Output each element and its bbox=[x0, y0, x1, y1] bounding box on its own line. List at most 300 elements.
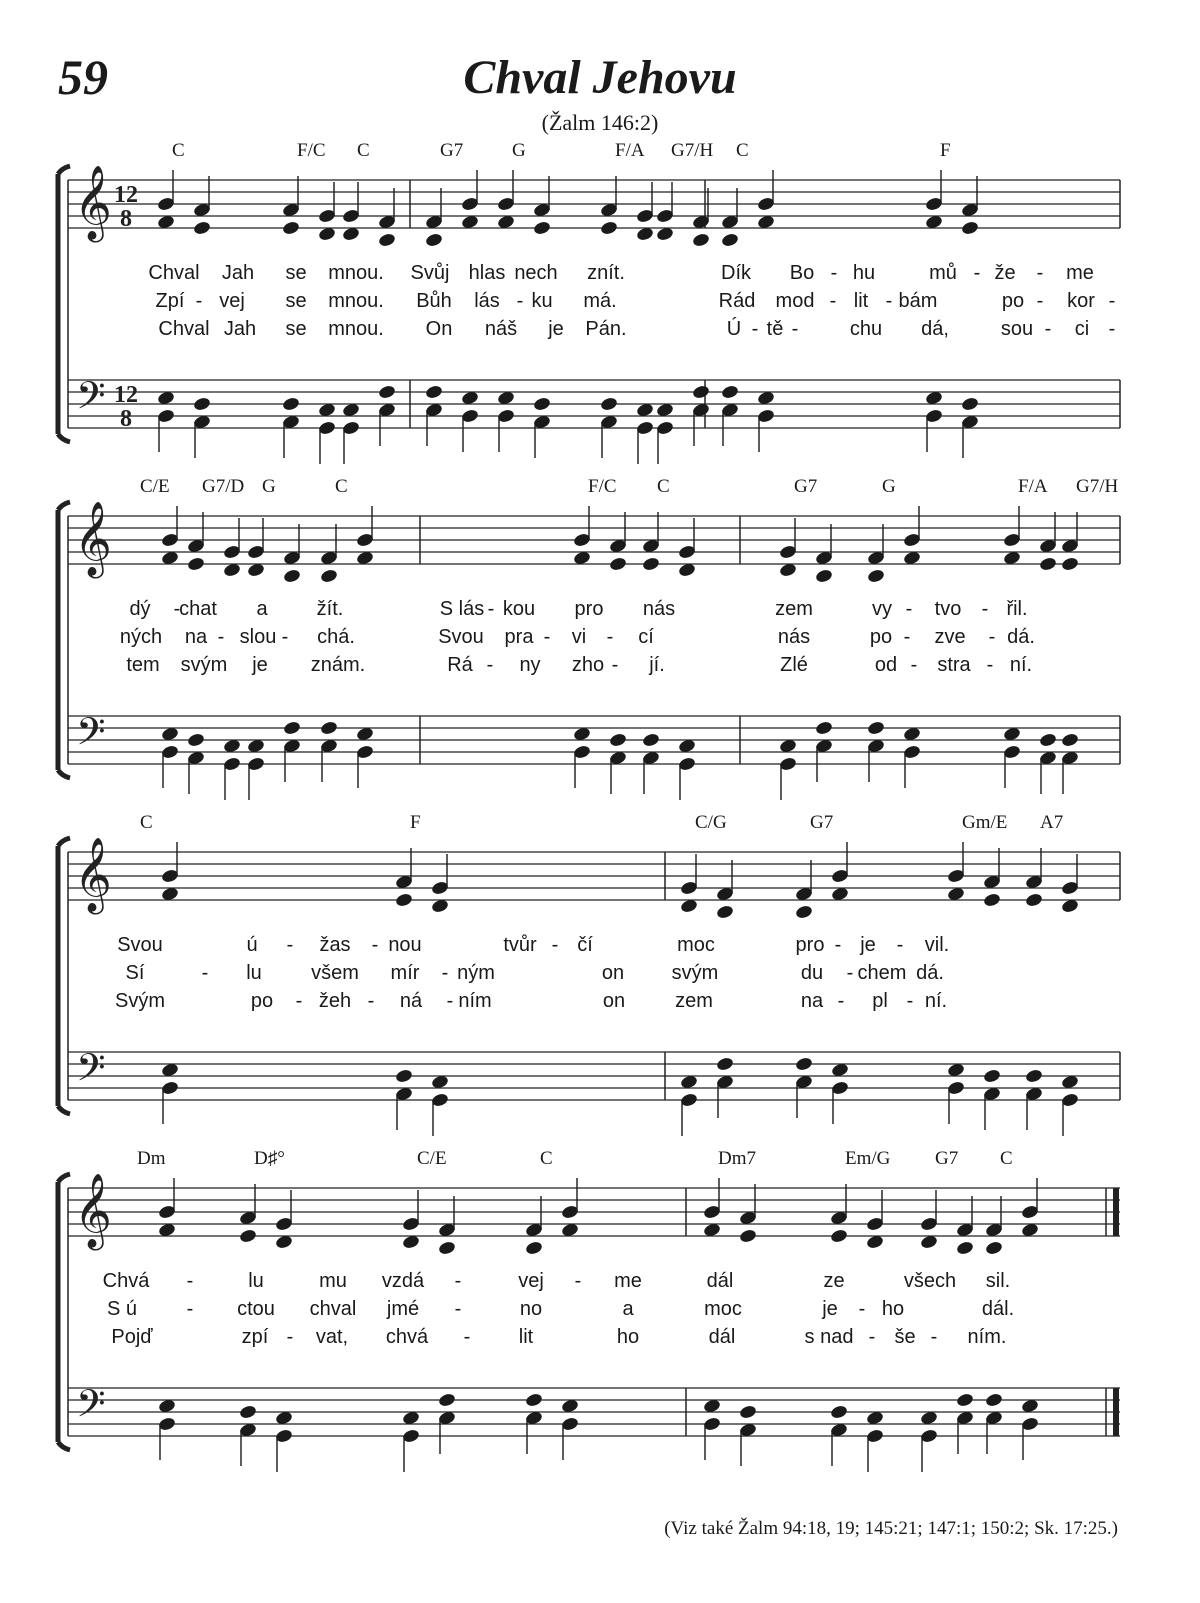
syllable-hyphen: - bbox=[551, 934, 559, 956]
lyric-syllable: mu bbox=[319, 1270, 347, 1292]
note-head bbox=[1061, 732, 1080, 748]
lyric-syllable: hlas bbox=[468, 262, 506, 284]
lyric-syllable: Ú bbox=[726, 318, 742, 340]
lyric-syllable: má. bbox=[583, 290, 617, 312]
lyric-syllable: náš bbox=[484, 318, 518, 340]
lyric-syllable: lit bbox=[518, 1326, 534, 1348]
lyric-syllable: tem bbox=[126, 654, 160, 676]
note-head bbox=[956, 1392, 975, 1408]
lyric-syllable: Pán. bbox=[585, 318, 627, 340]
note-head bbox=[692, 384, 711, 400]
lyric-syllable: znám. bbox=[310, 654, 366, 676]
note-head bbox=[533, 396, 552, 412]
lyric-syllable: dá. bbox=[916, 962, 944, 984]
syllable-hyphen: - bbox=[574, 1270, 582, 1292]
note-head bbox=[961, 396, 980, 412]
chord-symbol: Em/G bbox=[845, 1148, 891, 1169]
syllable-hyphen: - bbox=[830, 262, 838, 284]
note-head bbox=[815, 568, 834, 584]
lyric-syllable: Zpí bbox=[155, 290, 185, 312]
syllable-hyphen: - bbox=[487, 598, 495, 620]
note-head bbox=[1025, 1068, 1044, 1084]
chord-symbol: G7 bbox=[794, 476, 818, 497]
chord-symbol: F/C bbox=[588, 476, 617, 497]
lyric-syllable: du bbox=[800, 962, 824, 984]
lyric-syllable: vil. bbox=[924, 934, 950, 956]
lyric-syllable: me bbox=[1066, 262, 1094, 284]
lyric-syllable: svým bbox=[671, 962, 719, 984]
syllable-hyphen: - bbox=[173, 598, 181, 620]
lyric-syllable: Jah bbox=[221, 262, 255, 284]
lyric-syllable: lás bbox=[474, 290, 500, 312]
syllable-hyphen: - bbox=[930, 1326, 938, 1348]
chord-symbol: Gm/E bbox=[962, 812, 1008, 833]
lyric-syllable: Chval bbox=[148, 262, 200, 284]
lyric-syllable: Chvá bbox=[102, 1270, 150, 1292]
note-head bbox=[815, 720, 834, 736]
lyric-syllable: ho bbox=[616, 1326, 640, 1348]
lyric-syllable: je bbox=[548, 318, 564, 340]
lyric-syllable: kou bbox=[502, 598, 536, 620]
treble-clef-icon: 𝄞 bbox=[74, 166, 112, 240]
note-head bbox=[438, 1240, 457, 1256]
chord-symbol: F/C bbox=[297, 140, 326, 161]
lyric-syllable: Jah bbox=[223, 318, 257, 340]
lyric-syllable: je bbox=[252, 654, 268, 676]
note-head bbox=[438, 1392, 457, 1408]
time-signature-top: 12 bbox=[114, 382, 138, 408]
note-head bbox=[600, 396, 619, 412]
lyric-syllable: vzdá bbox=[381, 1270, 425, 1292]
lyric-syllable: Rád bbox=[718, 290, 756, 312]
syllable-hyphen: - bbox=[981, 598, 989, 620]
lyric-syllable: še bbox=[894, 1326, 916, 1348]
treble-clef-icon: 𝄞 bbox=[74, 1174, 112, 1248]
chord-symbol: C bbox=[335, 476, 348, 497]
lyric-syllable: vat, bbox=[315, 1326, 349, 1348]
lyric-syllable: dál bbox=[706, 1270, 734, 1292]
lyric-syllable: On bbox=[425, 318, 453, 340]
lyric-syllable: moc bbox=[677, 934, 715, 956]
chord-symbol: Dm bbox=[137, 1148, 166, 1169]
lyric-syllable: ní. bbox=[1009, 654, 1033, 676]
lyric-syllable: dá. bbox=[1007, 626, 1035, 648]
lyric-syllable: dál bbox=[708, 1326, 736, 1348]
note-head bbox=[716, 1056, 735, 1072]
chord-symbol: F bbox=[410, 812, 421, 833]
note-head bbox=[739, 1404, 758, 1420]
chord-symbol: C/E bbox=[140, 476, 170, 497]
time-signature-bottom: 8 bbox=[120, 406, 132, 432]
syllable-hyphen: - bbox=[611, 654, 619, 676]
lyric-syllable: Svůj bbox=[410, 262, 450, 284]
chord-symbol: F/A bbox=[1018, 476, 1048, 497]
note-head bbox=[830, 1404, 849, 1420]
chord-row bbox=[0, 812, 1200, 838]
lyric-syllable: Svou bbox=[438, 626, 484, 648]
syllable-hyphen: - bbox=[286, 1326, 294, 1348]
note-head bbox=[395, 1068, 414, 1084]
lyric-syllable: zho bbox=[571, 654, 605, 676]
lyric-verse-line bbox=[0, 990, 1200, 1018]
note-head bbox=[721, 384, 740, 400]
lyric-syllable: je bbox=[822, 1298, 838, 1320]
music-system bbox=[0, 140, 1200, 470]
final-barline bbox=[1113, 1388, 1119, 1436]
bass-clef-icon: 𝄢 bbox=[76, 709, 106, 763]
treble-clef-icon: 𝄞 bbox=[74, 838, 112, 912]
lyric-syllable: vej bbox=[518, 1270, 544, 1292]
lyric-syllable: ho bbox=[881, 1298, 905, 1320]
syllable-hyphen: - bbox=[367, 990, 375, 1012]
lyric-syllable: zve bbox=[934, 626, 966, 648]
lyric-syllable: jmé bbox=[386, 1298, 420, 1320]
chord-symbol: C/E bbox=[417, 1148, 447, 1169]
lyric-syllable: chá. bbox=[317, 626, 355, 648]
lyric-verse-line bbox=[0, 262, 1200, 290]
note-head bbox=[378, 232, 397, 248]
note-head bbox=[795, 1056, 814, 1072]
lyrics-block bbox=[0, 1270, 1200, 1354]
lyric-verse-line bbox=[0, 654, 1200, 682]
lyric-syllable: se bbox=[285, 318, 307, 340]
bass-clef-icon: 𝄢 bbox=[76, 1381, 106, 1435]
syllable-hyphen: - bbox=[791, 318, 799, 340]
syllable-hyphen: - bbox=[463, 1326, 471, 1348]
syllable-hyphen: - bbox=[1036, 290, 1044, 312]
lyric-verse-line bbox=[0, 290, 1200, 318]
lyric-syllable: po bbox=[250, 990, 274, 1012]
syllable-hyphen: - bbox=[454, 1270, 462, 1292]
note-head bbox=[961, 220, 980, 236]
lyric-syllable: dá, bbox=[921, 318, 949, 340]
note-head bbox=[795, 904, 814, 920]
syllable-hyphen: - bbox=[486, 654, 494, 676]
note-head bbox=[425, 232, 444, 248]
lyric-syllable: on bbox=[601, 962, 625, 984]
chord-symbol: C bbox=[1000, 1148, 1013, 1169]
syllable-hyphen: - bbox=[295, 990, 303, 1012]
lyric-syllable: zem bbox=[775, 598, 813, 620]
lyric-syllable: jí. bbox=[649, 654, 665, 676]
syllable-hyphen: - bbox=[896, 934, 904, 956]
syllable-hyphen: - bbox=[543, 626, 551, 648]
chord-symbol: A7 bbox=[1040, 812, 1064, 833]
lyric-syllable: S ú bbox=[106, 1298, 138, 1320]
chord-symbol: C/G bbox=[695, 812, 727, 833]
lyric-syllable: že bbox=[994, 262, 1016, 284]
bass-clef-icon: 𝄢 bbox=[76, 373, 106, 427]
lyric-syllable: vy bbox=[872, 598, 892, 620]
lyric-verse-line bbox=[0, 1270, 1200, 1298]
note-head bbox=[282, 220, 301, 236]
syllable-hyphen: - bbox=[905, 598, 913, 620]
syllable-hyphen: - bbox=[446, 990, 454, 1012]
hymn-number: 59 bbox=[58, 49, 108, 105]
syllable-hyphen: - bbox=[1108, 290, 1116, 312]
lyric-syllable: tvůr bbox=[503, 934, 537, 956]
lyric-syllable: všech bbox=[903, 1270, 957, 1292]
lyric-syllable: ním bbox=[458, 990, 492, 1012]
note-head bbox=[721, 232, 740, 248]
lyrics-block bbox=[0, 262, 1200, 346]
syllable-hyphen: - bbox=[751, 318, 759, 340]
lyric-syllable: S lás bbox=[439, 598, 485, 620]
lyric-syllable: Svým bbox=[115, 990, 165, 1012]
lyric-syllable: lu bbox=[248, 1270, 264, 1292]
chord-symbol: G7 bbox=[810, 812, 834, 833]
note-head bbox=[609, 732, 628, 748]
syllable-hyphen: - bbox=[1036, 262, 1044, 284]
note-head bbox=[525, 1392, 544, 1408]
lyric-syllable: slou bbox=[239, 626, 277, 648]
chord-symbol: G bbox=[512, 140, 526, 161]
chord-symbol: F/A bbox=[615, 140, 645, 161]
chord-symbol: F bbox=[940, 140, 951, 161]
lyric-syllable: ú bbox=[246, 934, 258, 956]
note-head bbox=[609, 556, 628, 572]
chord-row bbox=[0, 1148, 1200, 1174]
syllable-hyphen: - bbox=[910, 654, 918, 676]
lyric-syllable: chvá bbox=[385, 1326, 429, 1348]
note-head bbox=[600, 220, 619, 236]
chord-symbol: C bbox=[140, 812, 153, 833]
syllable-hyphen: - bbox=[186, 1270, 194, 1292]
lyric-syllable: žeh bbox=[318, 990, 352, 1012]
note-head bbox=[395, 892, 414, 908]
lyric-syllable: a bbox=[622, 1298, 634, 1320]
chord-symbol: Dm7 bbox=[718, 1148, 756, 1169]
syllable-hyphen: - bbox=[837, 990, 845, 1012]
note-head bbox=[642, 732, 661, 748]
note-head bbox=[378, 384, 397, 400]
chord-symbol: C bbox=[172, 140, 185, 161]
note-head bbox=[283, 568, 302, 584]
syllable-hyphen: - bbox=[201, 962, 209, 984]
lyric-syllable: čí bbox=[577, 934, 593, 956]
lyrics-block bbox=[0, 934, 1200, 1018]
lyric-syllable: žít. bbox=[316, 598, 344, 620]
lyric-syllable: mů bbox=[929, 262, 957, 284]
note-head bbox=[692, 232, 711, 248]
note-head bbox=[320, 720, 339, 736]
chord-symbol: C bbox=[357, 140, 370, 161]
bass-clef-icon: 𝄢 bbox=[76, 1045, 106, 1099]
lyric-syllable: sil. bbox=[985, 1270, 1011, 1292]
lyric-syllable: dál. bbox=[981, 1298, 1015, 1320]
syllable-hyphen: - bbox=[988, 626, 996, 648]
lyric-syllable: tě bbox=[766, 318, 784, 340]
note-head bbox=[985, 1240, 1004, 1256]
note-head bbox=[867, 568, 886, 584]
note-head bbox=[239, 1228, 258, 1244]
lyric-syllable: pl bbox=[872, 990, 888, 1012]
lyric-syllable: on bbox=[602, 990, 626, 1012]
scripture-reference: (Žalm 146:2) bbox=[541, 110, 659, 135]
note-head bbox=[239, 1404, 258, 1420]
syllable-hyphen: - bbox=[834, 934, 842, 956]
lyric-syllable: sou bbox=[1000, 318, 1034, 340]
chord-symbol: D♯° bbox=[254, 1148, 285, 1169]
lyric-syllable: řil. bbox=[1006, 598, 1028, 620]
lyric-syllable: s nad bbox=[804, 1326, 854, 1348]
syllable-hyphen: - bbox=[281, 626, 289, 648]
chord-symbol: G7/D bbox=[202, 476, 245, 497]
note-head bbox=[425, 384, 444, 400]
lyric-syllable: kor bbox=[1067, 290, 1095, 312]
note-head bbox=[1025, 892, 1044, 908]
syllable-hyphen: - bbox=[986, 654, 994, 676]
note-head bbox=[282, 396, 301, 412]
syllable-hyphen: - bbox=[906, 990, 914, 1012]
lyric-verse-line bbox=[0, 318, 1200, 346]
time-signature-top: 12 bbox=[114, 182, 138, 208]
lyric-syllable: mnou. bbox=[328, 290, 384, 312]
lyric-syllable: Dík bbox=[721, 262, 751, 284]
lyric-syllable: žas bbox=[319, 934, 351, 956]
note-head bbox=[642, 556, 661, 572]
treble-clef-icon: 𝄞 bbox=[74, 502, 112, 576]
note-head bbox=[830, 1228, 849, 1244]
syllable-hyphen: - bbox=[846, 962, 854, 984]
lyric-syllable: zpí bbox=[241, 1326, 269, 1348]
time-signature-bottom: 8 bbox=[120, 206, 132, 232]
note-head bbox=[525, 1240, 544, 1256]
note-head bbox=[193, 396, 212, 412]
lyric-syllable: ní. bbox=[924, 990, 948, 1012]
note-head bbox=[867, 720, 886, 736]
syllable-hyphen: - bbox=[371, 934, 379, 956]
lyric-syllable: ná bbox=[399, 990, 423, 1012]
lyric-syllable: chval bbox=[309, 1298, 357, 1320]
lyric-syllable: ním. bbox=[967, 1326, 1007, 1348]
lyric-syllable: ných bbox=[119, 626, 163, 648]
lyric-syllable: ctou bbox=[237, 1298, 275, 1320]
lyric-syllable: na bbox=[184, 626, 208, 648]
note-head bbox=[187, 732, 206, 748]
syllable-hyphen: - bbox=[903, 626, 911, 648]
chord-symbol: C bbox=[736, 140, 749, 161]
chord-symbol: C bbox=[657, 476, 670, 497]
syllable-hyphen: - bbox=[829, 290, 837, 312]
note-head bbox=[1039, 556, 1058, 572]
chord-row bbox=[0, 476, 1200, 502]
lyric-syllable: Sí bbox=[125, 962, 145, 984]
syllable-hyphen: - bbox=[454, 1298, 462, 1320]
music-system bbox=[0, 476, 1200, 806]
note-head bbox=[983, 1068, 1002, 1084]
syllable-hyphen: - bbox=[606, 626, 614, 648]
lyric-syllable: tvo bbox=[934, 598, 962, 620]
lyric-syllable: mír bbox=[390, 962, 420, 984]
lyric-syllable: pro bbox=[574, 598, 604, 620]
lyric-syllable: po bbox=[869, 626, 893, 648]
lyric-syllable: a bbox=[256, 598, 268, 620]
lyric-syllable: dý bbox=[129, 598, 151, 620]
lyric-syllable: lu bbox=[246, 962, 262, 984]
music-system bbox=[0, 1148, 1200, 1478]
lyric-syllable: moc bbox=[704, 1298, 742, 1320]
lyric-syllable: cí bbox=[638, 626, 654, 648]
syllable-hyphen: - bbox=[217, 626, 225, 648]
lyric-verse-line bbox=[0, 1298, 1200, 1326]
lyric-verse-line bbox=[0, 626, 1200, 654]
lyric-syllable: nás bbox=[777, 626, 811, 648]
lyric-syllable: ným bbox=[457, 962, 495, 984]
note-head bbox=[533, 220, 552, 236]
music-system bbox=[0, 812, 1200, 1142]
note-head bbox=[983, 892, 1002, 908]
lyric-syllable: ze bbox=[823, 1270, 845, 1292]
note-head bbox=[187, 556, 206, 572]
lyric-syllable: pra bbox=[504, 626, 534, 648]
syllable-hyphen: - bbox=[1044, 318, 1052, 340]
lyric-syllable: ku bbox=[531, 290, 553, 312]
syllable-hyphen: - bbox=[858, 1298, 866, 1320]
lyric-syllable: no bbox=[519, 1298, 543, 1320]
footer-references: (Viz také Žalm 94:18, 19; 145:21; 147:1; 150:2; Sk. 17:25.) bbox=[664, 1518, 1118, 1539]
syllable-hyphen: - bbox=[973, 262, 981, 284]
lyric-syllable: chu bbox=[849, 318, 883, 340]
lyric-syllable: hu bbox=[852, 262, 876, 284]
lyric-syllable: Bo bbox=[789, 262, 815, 284]
note-head bbox=[1061, 556, 1080, 572]
lyric-syllable: po bbox=[1001, 290, 1025, 312]
lyric-syllable: stra bbox=[937, 654, 971, 676]
chord-symbol: G bbox=[882, 476, 896, 497]
lyric-syllable: Rá bbox=[447, 654, 473, 676]
lyric-syllable: chem bbox=[857, 962, 907, 984]
lyric-syllable: ny bbox=[519, 654, 541, 676]
lyric-syllable: vej bbox=[219, 290, 245, 312]
syllable-hyphen: - bbox=[195, 290, 203, 312]
lyric-syllable: mnou. bbox=[328, 318, 384, 340]
chord-symbol: G7 bbox=[440, 140, 464, 161]
note-head bbox=[985, 1392, 1004, 1408]
chord-symbol: G bbox=[262, 476, 276, 497]
lyric-syllable: na bbox=[800, 990, 824, 1012]
lyric-syllable: Bůh bbox=[416, 290, 452, 312]
lyric-syllable: lit bbox=[853, 290, 869, 312]
syllable-hyphen: - bbox=[868, 1326, 876, 1348]
syllable-hyphen: - bbox=[1108, 318, 1116, 340]
syllable-hyphen: - bbox=[885, 290, 893, 312]
lyric-syllable: Zlé bbox=[780, 654, 808, 676]
final-barline bbox=[1113, 1188, 1119, 1236]
lyric-syllable: ci bbox=[1074, 318, 1090, 340]
lyric-syllable: Svou bbox=[117, 934, 163, 956]
chord-symbol: C bbox=[540, 1148, 553, 1169]
lyric-syllable: bám bbox=[898, 290, 938, 312]
syllable-hyphen: - bbox=[516, 290, 524, 312]
lyric-syllable: mod bbox=[775, 290, 815, 312]
note-head bbox=[956, 1240, 975, 1256]
lyric-syllable: zem bbox=[675, 990, 713, 1012]
chord-symbol: G7/H bbox=[1076, 476, 1119, 497]
note-head bbox=[193, 220, 212, 236]
syllable-hyphen: - bbox=[441, 962, 449, 984]
lyric-verse-line bbox=[0, 934, 1200, 962]
syllable-hyphen: - bbox=[186, 1298, 194, 1320]
lyric-syllable: všem bbox=[311, 962, 359, 984]
chord-row bbox=[0, 140, 1200, 166]
lyric-syllable: je bbox=[860, 934, 876, 956]
chord-symbol: G7 bbox=[935, 1148, 959, 1169]
lyric-verse-line bbox=[0, 962, 1200, 990]
lyric-syllable: chat bbox=[179, 598, 217, 620]
lyric-verse-line bbox=[0, 598, 1200, 626]
note-head bbox=[1039, 732, 1058, 748]
